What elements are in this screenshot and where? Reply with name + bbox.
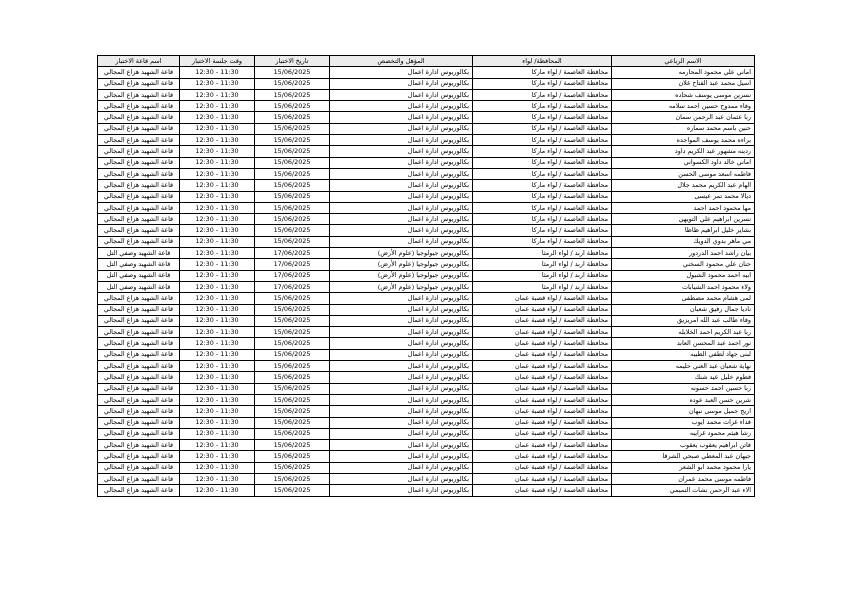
cell-governorate: محافظة العاصمة / لواء قصبة عمان xyxy=(473,327,612,338)
cell-governorate: محافظة العاصمة / لواء قصبة عمان xyxy=(473,304,612,315)
cell-full-name: لبنى جهاد لطفي الطيبه xyxy=(612,349,755,360)
cell-exam-time: 11:30 - 12:30 xyxy=(180,315,255,326)
header-exam-date: تاريخ الاختبار xyxy=(255,56,330,67)
cell-exam-hall: قاعة الشهيد هزاع المجالي xyxy=(98,451,180,462)
table-row xyxy=(98,394,755,405)
cell-full-name: الهام عبد الكريم محمد جلال xyxy=(612,180,755,191)
cell-exam-date: 15/06/2025 xyxy=(255,225,330,236)
table-row xyxy=(98,248,755,259)
cell-exam-date: 15/06/2025 xyxy=(255,440,330,451)
cell-exam-date: 15/06/2025 xyxy=(255,135,330,146)
cell-exam-date: 15/06/2025 xyxy=(255,417,330,428)
cell-governorate: محافظة العاصمة / لواء قصبة عمان xyxy=(473,361,612,372)
cell-full-name: جيهان عبد المعطي صبحي الشرقا xyxy=(612,451,755,462)
table-row xyxy=(98,473,755,484)
cell-exam-date: 17/06/2025 xyxy=(255,281,330,292)
cell-governorate: محافظة العاصمة / لواء قصبة عمان xyxy=(473,440,612,451)
cell-exam-time: 11:30 - 12:30 xyxy=(180,304,255,315)
cell-exam-hall: قاعة الشهيد هزاع المجالي xyxy=(98,214,180,225)
cell-full-name: بيان راشد احمد الدردور xyxy=(612,248,755,259)
cell-full-name: فاتن ابراهيم يعقوب يعقوب xyxy=(612,440,755,451)
cell-full-name: ديالا محمد تمر عيسى xyxy=(612,191,755,202)
cell-exam-date: 15/06/2025 xyxy=(255,112,330,123)
cell-exam-hall: قاعة الشهيد هزاع المجالي xyxy=(98,146,180,157)
cell-governorate: محافظة العاصمة / لواء ماركا xyxy=(473,67,612,78)
cell-governorate: محافظة العاصمة / لواء ماركا xyxy=(473,101,612,112)
cell-exam-hall: قاعة الشهيد هزاع المجالي xyxy=(98,406,180,417)
cell-qualification: بكالوريوس ادارة اعمال xyxy=(330,214,473,225)
cell-qualification: بكالوريوس ادارة اعمال xyxy=(330,451,473,462)
table-row xyxy=(98,417,755,428)
cell-exam-time: 11:30 - 12:30 xyxy=(180,327,255,338)
cell-exam-hall: قاعة الشهيد هزاع المجالي xyxy=(98,168,180,179)
cell-exam-hall: قاعة الشهيد هزاع المجالي xyxy=(98,428,180,439)
cell-governorate: محافظة العاصمة / لواء ماركا xyxy=(473,225,612,236)
cell-qualification: بكالوريوس ادارة اعمال xyxy=(330,485,473,496)
cell-full-name: اريج جميل موسى نبهان xyxy=(612,406,755,417)
table-row xyxy=(98,214,755,225)
table-row xyxy=(98,67,755,78)
cell-exam-time: 11:30 - 12:30 xyxy=(180,112,255,123)
cell-exam-time: 11:30 - 12:30 xyxy=(180,383,255,394)
cell-qualification: بكالوريوس ادارة اعمال xyxy=(330,67,473,78)
cell-exam-time: 11:30 - 12:30 xyxy=(180,473,255,484)
cell-governorate: محافظة العاصمة / لواء قصبة عمان xyxy=(473,485,612,496)
cell-exam-hall: قاعة الشهيد هزاع المجالي xyxy=(98,202,180,213)
cell-exam-hall: قاعة الشهيد هزاع المجالي xyxy=(98,315,180,326)
cell-governorate: محافظة العاصمة / لواء قصبة عمان xyxy=(473,451,612,462)
cell-full-name: فاطمه اسعد موسى الحسن xyxy=(612,168,755,179)
cell-exam-hall: قاعة الشهيد هزاع المجالي xyxy=(98,225,180,236)
cell-exam-time: 11:30 - 12:30 xyxy=(180,214,255,225)
cell-full-name: نهاية شعبان عبد الغني حليمه xyxy=(612,361,755,372)
cell-full-name: حنان علي محمود السخني xyxy=(612,259,755,270)
cell-exam-time: 11:30 - 12:30 xyxy=(180,67,255,78)
cell-full-name: نسرين ابراهيم علي التويهي xyxy=(612,214,755,225)
cell-qualification: بكالوريوس ادارة اعمال xyxy=(330,417,473,428)
table-row xyxy=(98,406,755,417)
cell-exam-date: 15/06/2025 xyxy=(255,406,330,417)
cell-governorate: محافظة العاصمة / لواء ماركا xyxy=(473,214,612,225)
table-row xyxy=(98,485,755,496)
cell-full-name: شرين حسن العبد عوده xyxy=(612,394,755,405)
cell-exam-date: 15/06/2025 xyxy=(255,293,330,304)
cell-exam-date: 15/06/2025 xyxy=(255,462,330,473)
cell-qualification: بكالوريوس ادارة اعمال xyxy=(330,135,473,146)
cell-full-name: براءه محمد يوسف المواجده xyxy=(612,135,755,146)
cell-qualification: بكالوريوس ادارة اعمال xyxy=(330,327,473,338)
cell-exam-hall: قاعة الشهيد وصفي التل xyxy=(98,270,180,281)
table-row xyxy=(98,428,755,439)
cell-qualification: بكالوريوس ادارة اعمال xyxy=(330,338,473,349)
table-row xyxy=(98,123,755,134)
cell-qualification: بكالوريوس ادارة اعمال xyxy=(330,383,473,394)
header-governorate: المحافظة/ لواء xyxy=(473,56,612,67)
cell-governorate: محافظة العاصمة / لواء ماركا xyxy=(473,180,612,191)
cell-exam-hall: قاعة الشهيد هزاع المجالي xyxy=(98,180,180,191)
header-qualification: المؤهل والتخصص xyxy=(330,56,473,67)
cell-exam-date: 15/06/2025 xyxy=(255,214,330,225)
cell-exam-date: 15/06/2025 xyxy=(255,394,330,405)
cell-exam-hall: قاعة الشهيد هزاع المجالي xyxy=(98,417,180,428)
cell-exam-time: 11:30 - 12:30 xyxy=(180,270,255,281)
cell-full-name: نسرين موسى يوسف شحاده xyxy=(612,89,755,100)
cell-exam-date: 15/06/2025 xyxy=(255,191,330,202)
cell-exam-date: 15/06/2025 xyxy=(255,383,330,394)
table-row xyxy=(98,462,755,473)
cell-full-name: ولاء محمود احمد الشيابات xyxy=(612,281,755,292)
cell-exam-date: 15/06/2025 xyxy=(255,180,330,191)
cell-exam-hall: قاعة الشهيد هزاع المجالي xyxy=(98,101,180,112)
cell-qualification: بكالوريوس ادارة اعمال xyxy=(330,293,473,304)
cell-exam-time: 11:30 - 12:30 xyxy=(180,485,255,496)
table-row xyxy=(98,304,755,315)
cell-qualification: بكالوريوس ادارة اعمال xyxy=(330,304,473,315)
cell-qualification: بكالوريوس ادارة اعمال xyxy=(330,372,473,383)
cell-governorate: محافظة العاصمة / لواء قصبة عمان xyxy=(473,473,612,484)
table-row xyxy=(98,101,755,112)
cell-exam-time: 11:30 - 12:30 xyxy=(180,89,255,100)
header-row xyxy=(98,56,755,67)
table-row xyxy=(98,349,755,360)
header-full-name: الاسم الرباعي xyxy=(612,56,755,67)
cell-exam-time: 11:30 - 12:30 xyxy=(180,428,255,439)
cell-exam-time: 11:30 - 12:30 xyxy=(180,236,255,247)
cell-governorate: محافظة العاصمة / لواء قصبة عمان xyxy=(473,417,612,428)
cell-exam-hall: قاعة الشهيد وصفي التل xyxy=(98,281,180,292)
table-row xyxy=(98,168,755,179)
cell-exam-date: 15/06/2025 xyxy=(255,168,330,179)
cell-governorate: محافظة العاصمة / لواء ماركا xyxy=(473,78,612,89)
cell-qualification: بكالوريوس ادارة اعمال xyxy=(330,394,473,405)
header-exam-hall: اسم قاعة الاختبار xyxy=(98,56,180,67)
exam-schedule-table xyxy=(97,55,755,497)
cell-governorate: محافظة اربد / لواء الرمثا xyxy=(473,270,612,281)
cell-full-name: مها محمود احمد احمد xyxy=(612,202,755,213)
cell-exam-hall: قاعة الشهيد هزاع المجالي xyxy=(98,123,180,134)
cell-exam-date: 15/06/2025 xyxy=(255,78,330,89)
cell-exam-date: 15/06/2025 xyxy=(255,157,330,168)
cell-governorate: محافظة العاصمة / لواء قصبة عمان xyxy=(473,406,612,417)
cell-full-name: لمى هشام محمد مصطفى xyxy=(612,293,755,304)
cell-exam-hall: قاعة الشهيد هزاع المجالي xyxy=(98,462,180,473)
cell-exam-hall: قاعة الشهيد هزاع المجالي xyxy=(98,473,180,484)
cell-exam-time: 11:30 - 12:30 xyxy=(180,293,255,304)
cell-exam-hall: قاعة الشهيد هزاع المجالي xyxy=(98,304,180,315)
table-row xyxy=(98,451,755,462)
cell-exam-date: 15/06/2025 xyxy=(255,361,330,372)
cell-qualification: بكالوريوس ادارة اعمال xyxy=(330,406,473,417)
cell-full-name: ردينه مشهور عبد الكريم داود xyxy=(612,146,755,157)
cell-governorate: محافظة اربد / لواء الرمثا xyxy=(473,281,612,292)
table-header xyxy=(98,56,755,67)
cell-qualification: بكالوريوس ادارة اعمال xyxy=(330,462,473,473)
cell-exam-date: 17/06/2025 xyxy=(255,259,330,270)
cell-governorate: محافظة العاصمة / لواء ماركا xyxy=(473,146,612,157)
cell-qualification: بكالوريوس ادارة اعمال xyxy=(330,315,473,326)
cell-exam-hall: قاعة الشهيد هزاع المجالي xyxy=(98,394,180,405)
cell-qualification: بكالوريوس ادارة اعمال xyxy=(330,146,473,157)
cell-qualification: بكالوريوس ادارة اعمال xyxy=(330,349,473,360)
cell-exam-hall: قاعة الشهيد هزاع المجالي xyxy=(98,485,180,496)
cell-exam-date: 15/06/2025 xyxy=(255,473,330,484)
cell-exam-date: 15/06/2025 xyxy=(255,89,330,100)
cell-exam-hall: قاعة الشهيد هزاع المجالي xyxy=(98,135,180,146)
cell-exam-time: 11:30 - 12:30 xyxy=(180,101,255,112)
cell-qualification: بكالوريوس ادارة اعمال xyxy=(330,225,473,236)
cell-exam-time: 11:30 - 12:30 xyxy=(180,168,255,179)
cell-exam-hall: قاعة الشهيد هزاع المجالي xyxy=(98,157,180,168)
cell-full-name: نور احمد عبد المحسن العابد xyxy=(612,338,755,349)
cell-full-name: اماني خالد داود الكسواني xyxy=(612,157,755,168)
cell-exam-date: 15/06/2025 xyxy=(255,236,330,247)
cell-full-name: وفاء ممدوح حسين احمد سلامه xyxy=(612,101,755,112)
table-row xyxy=(98,202,755,213)
cell-exam-date: 15/06/2025 xyxy=(255,123,330,134)
cell-qualification: بكالوريوس ادارة اعمال xyxy=(330,473,473,484)
cell-full-name: يارا محمود محمد ابو الشعر xyxy=(612,462,755,473)
cell-qualification: بكالوريوس جيولوجيا (علوم الأرض) xyxy=(330,248,473,259)
table-row xyxy=(98,440,755,451)
cell-exam-hall: قاعة الشهيد هزاع المجالي xyxy=(98,338,180,349)
cell-governorate: محافظة العاصمة / لواء قصبة عمان xyxy=(473,315,612,326)
cell-exam-time: 11:30 - 12:30 xyxy=(180,394,255,405)
cell-exam-time: 11:30 - 12:30 xyxy=(180,338,255,349)
cell-governorate: محافظة العاصمة / لواء ماركا xyxy=(473,157,612,168)
cell-exam-time: 11:30 - 12:30 xyxy=(180,123,255,134)
table-row xyxy=(98,361,755,372)
cell-full-name: فاطمه موسى محمد عمران xyxy=(612,473,755,484)
cell-exam-time: 11:30 - 12:30 xyxy=(180,146,255,157)
cell-exam-time: 11:30 - 12:30 xyxy=(180,259,255,270)
cell-full-name: فداء غزات محمد ايوب xyxy=(612,417,755,428)
cell-qualification: بكالوريوس جيولوجيا (علوم الأرض) xyxy=(330,259,473,270)
cell-qualification: بكالوريوس ادارة اعمال xyxy=(330,180,473,191)
cell-exam-hall: قاعة الشهيد هزاع المجالي xyxy=(98,89,180,100)
cell-exam-hall: قاعة الشهيد هزاع المجالي xyxy=(98,293,180,304)
cell-exam-hall: قاعة الشهيد هزاع المجالي xyxy=(98,78,180,89)
cell-exam-date: 15/06/2025 xyxy=(255,327,330,338)
cell-full-name: ربا حسين احمد حسونه xyxy=(612,383,755,394)
cell-exam-time: 11:30 - 12:30 xyxy=(180,191,255,202)
cell-governorate: محافظة العاصمة / لواء قصبة عمان xyxy=(473,338,612,349)
cell-exam-time: 11:30 - 12:30 xyxy=(180,157,255,168)
cell-exam-date: 15/06/2025 xyxy=(255,202,330,213)
cell-governorate: محافظة اربد / لواء الرمثا xyxy=(473,248,612,259)
cell-qualification: بكالوريوس ادارة اعمال xyxy=(330,440,473,451)
table-row xyxy=(98,270,755,281)
table-row xyxy=(98,281,755,292)
cell-exam-time: 11:30 - 12:30 xyxy=(180,281,255,292)
table-row xyxy=(98,372,755,383)
cell-full-name: مي ماهر بدوي الدويك xyxy=(612,236,755,247)
cell-full-name: ناديا جمال رفيق شعبان xyxy=(612,304,755,315)
cell-full-name: رشا هيثم محمود غرايبه xyxy=(612,428,755,439)
cell-governorate: محافظة العاصمة / لواء قصبة عمان xyxy=(473,462,612,473)
cell-qualification: بكالوريوس جيولوجيا (علوم الأرض) xyxy=(330,281,473,292)
cell-exam-time: 11:30 - 12:30 xyxy=(180,225,255,236)
cell-governorate: محافظة العاصمة / لواء قصبة عمان xyxy=(473,372,612,383)
cell-governorate: محافظة العاصمة / لواء قصبة عمان xyxy=(473,394,612,405)
table-row xyxy=(98,191,755,202)
cell-governorate: محافظة العاصمة / لواء ماركا xyxy=(473,202,612,213)
cell-qualification: بكالوريوس ادارة اعمال xyxy=(330,78,473,89)
cell-governorate: محافظة العاصمة / لواء ماركا xyxy=(473,236,612,247)
cell-governorate: محافظة العاصمة / لواء قصبة عمان xyxy=(473,349,612,360)
table-row xyxy=(98,112,755,123)
cell-exam-date: 15/06/2025 xyxy=(255,315,330,326)
cell-exam-hall: قاعة الشهيد هزاع المجالي xyxy=(98,372,180,383)
cell-qualification: بكالوريوس ادارة اعمال xyxy=(330,123,473,134)
cell-governorate: محافظة العاصمة / لواء قصبة عمان xyxy=(473,383,612,394)
cell-exam-hall: قاعة الشهيد هزاع المجالي xyxy=(98,112,180,123)
cell-exam-hall: قاعة الشهيد هزاع المجالي xyxy=(98,361,180,372)
cell-exam-date: 15/06/2025 xyxy=(255,349,330,360)
cell-governorate: محافظة العاصمة / لواء ماركا xyxy=(473,89,612,100)
cell-exam-date: 15/06/2025 xyxy=(255,428,330,439)
cell-exam-time: 11:30 - 12:30 xyxy=(180,135,255,146)
cell-qualification: بكالوريوس ادارة اعمال xyxy=(330,428,473,439)
cell-exam-time: 11:30 - 12:30 xyxy=(180,372,255,383)
cell-exam-date: 15/06/2025 xyxy=(255,338,330,349)
cell-exam-hall: قاعة الشهيد هزاع المجالي xyxy=(98,383,180,394)
cell-exam-time: 11:30 - 12:30 xyxy=(180,180,255,191)
cell-full-name: حنين باسم محمد سماره xyxy=(612,123,755,134)
cell-exam-time: 11:30 - 12:30 xyxy=(180,78,255,89)
cell-exam-hall: قاعة الشهيد هزاع المجالي xyxy=(98,67,180,78)
cell-governorate: محافظة العاصمة / لواء ماركا xyxy=(473,135,612,146)
cell-exam-hall: قاعة الشهيد هزاع المجالي xyxy=(98,440,180,451)
cell-full-name: ربا عبد الكريم احمد الخلايله xyxy=(612,327,755,338)
cell-qualification: بكالوريوس ادارة اعمال xyxy=(330,112,473,123)
cell-governorate: محافظة العاصمة / لواء قصبة عمان xyxy=(473,428,612,439)
table-row xyxy=(98,157,755,168)
cell-exam-date: 15/06/2025 xyxy=(255,485,330,496)
cell-full-name: بشاير خليل ابراهيم ظاظا xyxy=(612,225,755,236)
table-row xyxy=(98,89,755,100)
table-row xyxy=(98,135,755,146)
cell-governorate: محافظة العاصمة / لواء ماركا xyxy=(473,168,612,179)
cell-exam-time: 11:30 - 12:30 xyxy=(180,462,255,473)
table-row xyxy=(98,146,755,157)
cell-exam-hall: قاعة الشهيد هزاع المجالي xyxy=(98,349,180,360)
cell-exam-date: 15/06/2025 xyxy=(255,372,330,383)
table-row xyxy=(98,180,755,191)
cell-qualification: بكالوريوس ادارة اعمال xyxy=(330,236,473,247)
table-row xyxy=(98,259,755,270)
cell-full-name: ربا عثمان عبد الرحمن سمان xyxy=(612,112,755,123)
cell-qualification: بكالوريوس ادارة اعمال xyxy=(330,89,473,100)
table-row xyxy=(98,293,755,304)
cell-exam-time: 11:30 - 12:30 xyxy=(180,248,255,259)
cell-exam-time: 11:30 - 12:30 xyxy=(180,349,255,360)
cell-governorate: محافظة العاصمة / لواء ماركا xyxy=(473,112,612,123)
cell-full-name: ابيه احمد محمود الشبول xyxy=(612,270,755,281)
cell-exam-date: 15/06/2025 xyxy=(255,67,330,78)
cell-qualification: بكالوريوس ادارة اعمال xyxy=(330,202,473,213)
table-row xyxy=(98,315,755,326)
cell-governorate: محافظة العاصمة / لواء ماركا xyxy=(473,123,612,134)
cell-qualification: بكالوريوس ادارة اعمال xyxy=(330,191,473,202)
header-exam-time: وقت جلسة الاختبار xyxy=(180,56,255,67)
cell-exam-date: 15/06/2025 xyxy=(255,304,330,315)
cell-exam-time: 11:30 - 12:30 xyxy=(180,440,255,451)
table-row xyxy=(98,225,755,236)
cell-governorate: محافظة اربد / لواء الرمثا xyxy=(473,259,612,270)
cell-exam-date: 15/06/2025 xyxy=(255,101,330,112)
cell-exam-hall: قاعة الشهيد هزاع المجالي xyxy=(98,327,180,338)
cell-full-name: اماني علي محمود المحارمه xyxy=(612,67,755,78)
cell-exam-hall: قاعة الشهيد وصفي التل xyxy=(98,259,180,270)
table-row xyxy=(98,78,755,89)
cell-exam-hall: قاعة الشهيد وصفي التل xyxy=(98,248,180,259)
cell-full-name: وفاء طالب عبد الله امريزيق xyxy=(612,315,755,326)
cell-exam-time: 11:30 - 12:30 xyxy=(180,202,255,213)
cell-exam-time: 11:30 - 12:30 xyxy=(180,451,255,462)
cell-exam-time: 11:30 - 12:30 xyxy=(180,417,255,428)
cell-exam-hall: قاعة الشهيد هزاع المجالي xyxy=(98,191,180,202)
cell-exam-date: 15/06/2025 xyxy=(255,451,330,462)
table-body xyxy=(98,67,755,496)
cell-full-name: اسيل محمد عبد الفتاح غلان xyxy=(612,78,755,89)
cell-exam-date: 15/06/2025 xyxy=(255,146,330,157)
cell-exam-time: 11:30 - 12:30 xyxy=(180,361,255,372)
cell-governorate: محافظة العاصمة / لواء ماركا xyxy=(473,191,612,202)
cell-qualification: بكالوريوس ادارة اعمال xyxy=(330,168,473,179)
cell-exam-date: 17/06/2025 xyxy=(255,248,330,259)
table-row xyxy=(98,338,755,349)
cell-exam-hall: قاعة الشهيد هزاع المجالي xyxy=(98,236,180,247)
cell-exam-date: 17/06/2025 xyxy=(255,270,330,281)
cell-full-name: فطوم خليل عيد شنك xyxy=(612,372,755,383)
table-row xyxy=(98,327,755,338)
cell-qualification: بكالوريوس جيولوجيا (علوم الأرض) xyxy=(330,270,473,281)
table-row xyxy=(98,383,755,394)
table-row xyxy=(98,236,755,247)
cell-full-name: الاء عبد الرحمن نشات التميمي xyxy=(612,485,755,496)
cell-governorate: محافظة العاصمة / لواء قصبة عمان xyxy=(473,293,612,304)
cell-exam-time: 11:30 - 12:30 xyxy=(180,406,255,417)
cell-qualification: بكالوريوس ادارة اعمال xyxy=(330,101,473,112)
cell-qualification: بكالوريوس ادارة اعمال xyxy=(330,157,473,168)
cell-qualification: بكالوريوس ادارة اعمال xyxy=(330,361,473,372)
